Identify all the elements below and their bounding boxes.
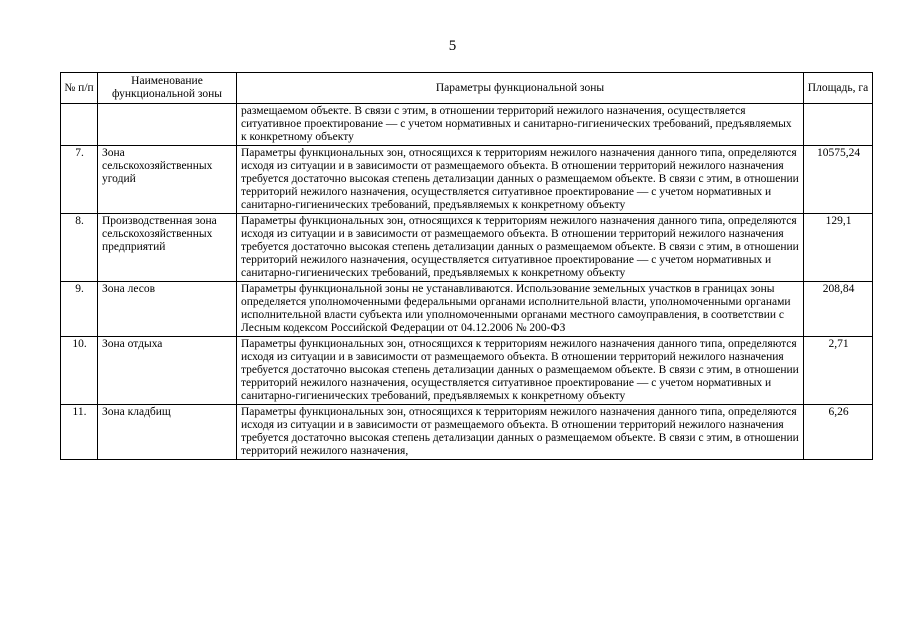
header-num: № п/п — [61, 73, 98, 104]
row-params: Параметры функциональной зоны не устанавливаются. Использование земельных участков в границах зоны определяется уполномоченными федеральными органами исполнительной власти, уполномоченными органами исполнительной власти субъекта или уполномоченными органами местного самоуправления, в соответствии с Лесным кодексом Российской Федерации от 04.12.2006 № 200-ФЗ — [237, 282, 804, 337]
row-zone-name — [98, 104, 237, 146]
row-area: 10575,24 — [804, 146, 873, 214]
table-row — [61, 405, 873, 460]
row-zone-name: Зона сельскохозяйственных угодий — [98, 146, 237, 214]
row-area: 6,26 — [804, 405, 873, 460]
row-num: 10. — [61, 337, 98, 405]
row-zone-name: Зона лесов — [98, 282, 237, 337]
table-body — [61, 104, 873, 460]
row-num: 9. — [61, 282, 98, 337]
row-params: размещаемом объекте. В связи с этим, в отношении территорий нежилого назначения, осуществляется ситуативное проектирование — с учетом нормативных и санитарно-гигиенических требований, предъявляемых к конкретному объекту — [237, 104, 804, 146]
row-params: Параметры функциональных зон, относящихся к территориям нежилого назначения данного типа, определяются исходя из ситуации и в зависимости от размещаемого объекта. В отношении территорий нежилого назначения требуется достаточно высокая степень детализации данных о размещаемом объекте. В связи с этим, в отношении территорий нежилого назначения, осуществляется ситуативное проектирование — с учетом нормативных и санитарно-гигиенических требований, предъявляемых к конкретному объекту — [237, 214, 804, 282]
table-row — [61, 282, 873, 337]
table-row — [61, 337, 873, 405]
table-row — [61, 104, 873, 146]
row-params: Параметры функциональных зон, относящихся к территориям нежилого назначения данного типа, определяются исходя из ситуации и в зависимости от размещаемого объекта. В отношении территорий нежилого назначения требуется достаточно высокая степень детализации данных о размещаемом объекте. В связи с этим, в отношении территорий нежилого назначения, — [237, 405, 804, 460]
page-number: 5 — [448, 38, 457, 54]
row-zone-name: Производственная зона сельскохозяйственных предприятий — [98, 214, 237, 282]
row-zone-name: Зона кладбищ — [98, 405, 237, 460]
header-name: Наименование функциональной зоны — [98, 73, 237, 104]
row-zone-name: Зона отдыха — [98, 337, 237, 405]
row-num: 11. — [61, 405, 98, 460]
functional-zones-table — [60, 72, 873, 460]
table-header — [61, 73, 873, 104]
row-area: 2,71 — [804, 337, 873, 405]
row-num — [61, 104, 98, 146]
header-area: Площадь, га — [804, 73, 873, 104]
header-params: Параметры функциональной зоны — [237, 73, 804, 104]
row-num: 7. — [61, 146, 98, 214]
table-row — [61, 146, 873, 214]
row-area: 208,84 — [804, 282, 873, 337]
header-row — [61, 73, 873, 104]
row-params: Параметры функциональных зон, относящихся к территориям нежилого назначения данного типа, определяются исходя из ситуации и в зависимости от размещаемого объекта. В отношении территорий нежилого назначения требуется достаточно высокая степень детализации данных о размещаемом объекте. В связи с этим, в отношении территорий нежилого назначения, осуществляется ситуативное проектирование — с учетом нормативных и санитарно-гигиенических требований, предъявляемых к конкретному объекту — [237, 337, 804, 405]
row-num: 8. — [61, 214, 98, 282]
row-params: Параметры функциональных зон, относящихся к территориям нежилого назначения данного типа, определяются исходя из ситуации и в зависимости от размещаемого объекта. В отношении территорий нежилого назначения требуется достаточно высокая степень детализации данных о размещаемом объекте. В связи с этим, в отношении территорий нежилого назначения, осуществляется ситуативное проектирование — с учетом нормативных и санитарно-гигиенических требований, предъявляемых к конкретному объекту — [237, 146, 804, 214]
row-area — [804, 104, 873, 146]
table-row — [61, 214, 873, 282]
row-area: 129,1 — [804, 214, 873, 282]
